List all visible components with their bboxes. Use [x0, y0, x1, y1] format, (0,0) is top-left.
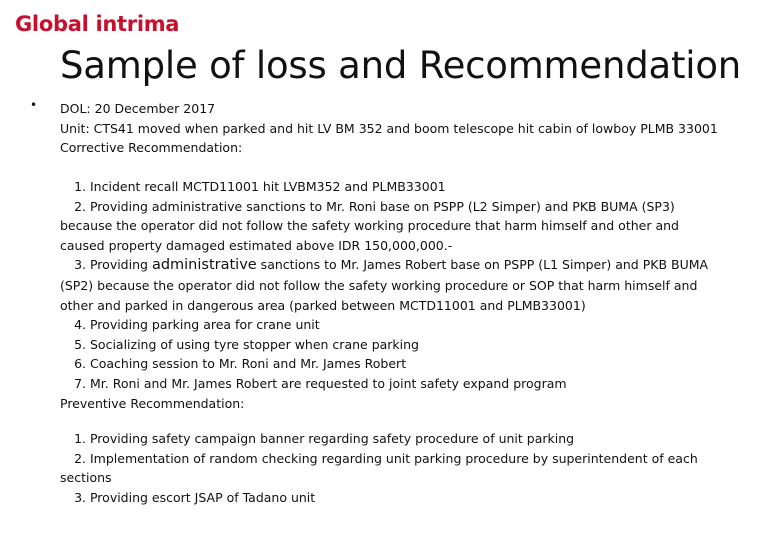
- list-item-cont: because the operator did not follow the safety working procedure that harm himself and other and: [60, 218, 679, 234]
- dol-line: DOL: 20 December 2017: [60, 101, 216, 116]
- list-item-cont: (SP2) because the operator did not follow the safety working procedure or SOP that harm himself and: [60, 277, 698, 293]
- header-block: [60, 99, 760, 158]
- list-item: 6. Coaching session to Mr. Roni and Mr. James Robert: [74, 356, 407, 372]
- list-item-cont: caused property damaged estimated above IDR 150,000,000.-: [60, 237, 453, 253]
- bullet-marker: •: [30, 98, 38, 112]
- list-item: 1. Providing safety campaign banner regarding safety procedure of unit parking: [74, 431, 575, 446]
- slide-title: Sample of loss and Recommendation: [60, 44, 742, 87]
- list-item: 2. Implementation of random checking regarding unit parking procedure by superintendent of each: [74, 450, 698, 466]
- unit-line: Unit: CTS41 moved when parked and hit LV BM 352 and boom telescope hit cabin of lowboy PLMB 33001: [60, 120, 718, 136]
- list-item: 4. Providing parking area for crane unit: [74, 317, 320, 333]
- list-item-cont: other and parked in dangerous area (parked between MCTD11001 and PLMB33001): [60, 297, 586, 313]
- list-item-cont: sections: [60, 470, 112, 486]
- list-item: 2. Providing administrative sanctions to Mr. Roni base on PSPP (L2 Simper) and PKB BUMA (SP3): [74, 198, 675, 214]
- list-item: 1. Incident recall MCTD11001 hit LVBM352 and PLMB33001: [74, 179, 446, 194]
- corrective-list: [60, 177, 760, 413]
- preventive-heading: Preventive Recommendation:: [60, 395, 245, 411]
- list-item: 7. Mr. Roni and Mr. James Robert are requested to joint safety expand program: [74, 375, 567, 391]
- list-item: 3. Providing escort JSAP of Tadano unit: [74, 489, 316, 505]
- list-item: 3. Providing administrative sanctions to Mr. James Robert base on PSPP (L1 Simper) and PKB BUMA: [74, 257, 709, 274]
- list-item: 5. Socializing of using tyre stopper when crane parking: [74, 336, 419, 352]
- company-logo: Global intrima: [15, 12, 180, 36]
- corrective-heading: Corrective Recommendation:: [60, 140, 243, 156]
- preventive-list: [60, 429, 760, 507]
